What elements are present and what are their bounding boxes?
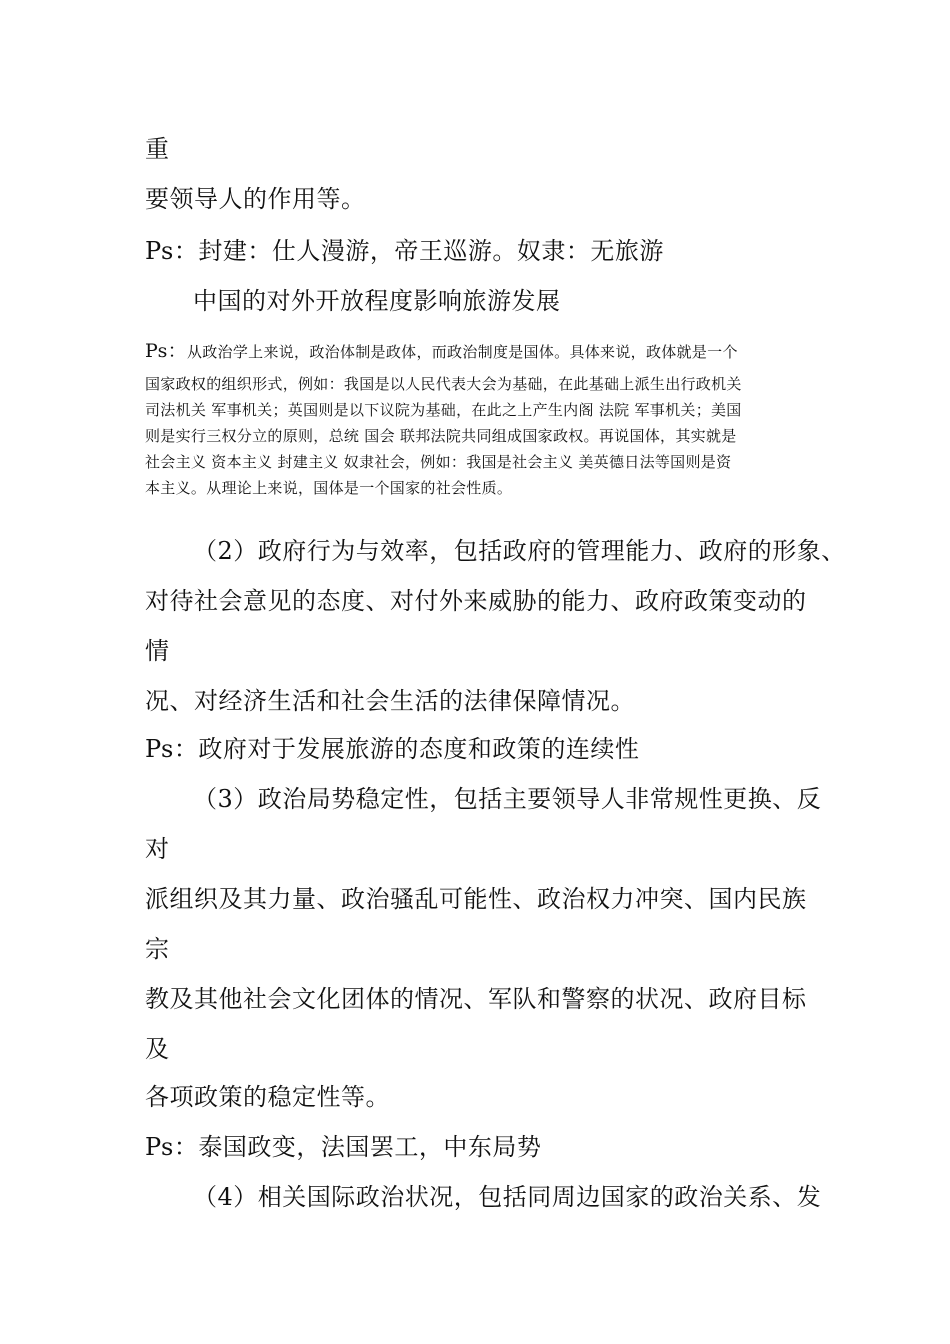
text-line: 派组织及其力量、政治骚乱可能性、政治权力冲突、国内民族 xyxy=(145,885,807,913)
note-text: 从政治学上来说，政治体制是政体，而政治制度是国体。具体来说，政体就是一个 xyxy=(186,343,738,361)
text-line: 教及其他社会文化团体的情况、军队和警察的状况、政府目标 xyxy=(145,985,807,1013)
text-line: 宗 xyxy=(145,935,170,963)
note-line: 国家政权的组织形式，例如：我国是以人民代表大会为基础，在此基础上派生出行政机关 xyxy=(145,375,742,393)
text-line: 及 xyxy=(145,1035,170,1063)
ps-note-line: Ps：封建：仕人漫游，帝王巡游。奴隶：无旅游 xyxy=(145,237,664,265)
note-paragraph-first-line xyxy=(145,340,738,363)
text-line: 对 xyxy=(145,835,170,863)
ps-note-line: Ps：政府对于发展旅游的态度和政策的连续性 xyxy=(145,735,640,763)
text-line: 对待社会意见的态度、对付外来威胁的能力、政府政策变动的 xyxy=(145,587,807,615)
text-line: 重 xyxy=(145,135,170,163)
ps-note-line: Ps：泰国政变，法国罢工，中东局势 xyxy=(145,1133,542,1161)
note-line: 司法机关 军事机关；英国则是以下议院为基础，在此之上产生内阁 法院 军事机关；美国 xyxy=(145,401,742,419)
note-line: 社会主义 资本主义 封建主义 奴隶社会，例如：我国是社会主义 美英德日法等国则是资 xyxy=(145,453,732,471)
note-line: 则是实行三权分立的原则，总统 国会 联邦法院共同组成国家政权。再说国体，其实就是 xyxy=(145,427,737,445)
text-line: 要领导人的作用等。 xyxy=(145,185,366,213)
paragraph-heading-2: （2）政府行为与效率，包括政府的管理能力、政府的形象、 xyxy=(193,537,846,565)
ps-label: Ps： xyxy=(145,340,187,362)
text-line: 各项政策的稳定性等。 xyxy=(145,1083,390,1111)
text-line: 情 xyxy=(145,637,170,665)
paragraph-heading-3: （3）政治局势稳定性，包括主要领导人非常规性更换、反 xyxy=(193,785,822,813)
text-line: 况、对经济生活和社会生活的法律保障情况。 xyxy=(145,687,635,715)
paragraph-heading-4: （4）相关国际政治状况，包括同周边国家的政治关系、发 xyxy=(193,1183,822,1211)
note-line: 本主义。从理论上来说，国体是一个国家的社会性质。 xyxy=(145,479,513,497)
text-line: 中国的对外开放程度影响旅游发展 xyxy=(193,287,561,315)
